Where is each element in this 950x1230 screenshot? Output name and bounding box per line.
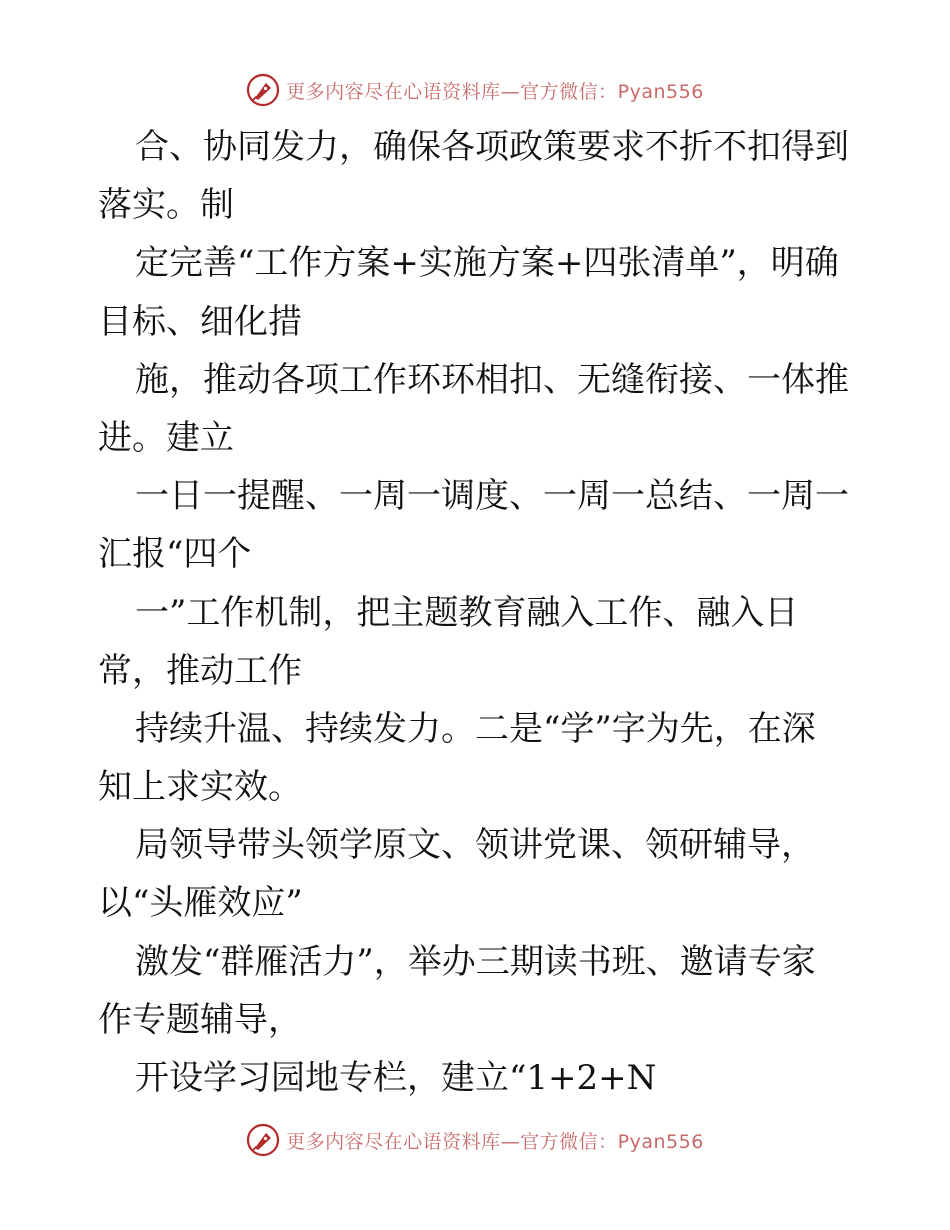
pen-nib-logo-icon	[246, 1123, 280, 1157]
text-line: 合、协同发力，确保各项政策要求不折不扣得到	[135, 127, 849, 167]
text-line: 常，推动工作	[98, 650, 302, 691]
text-line: 以“头雁效应”	[98, 883, 303, 924]
text-line: 激发“群雁活力”，举办三期读书班、邀请专家	[135, 941, 816, 982]
text-line: 落实。制	[98, 185, 234, 226]
text-line: 一”工作机制，把主题教育融入工作、融入日	[135, 592, 799, 633]
text-line: 局领导带头领学原文、领讲党课、领研辅导，	[135, 825, 815, 866]
text-line: 汇报“四个	[98, 534, 252, 575]
footer-banner-text: 更多内容尽在心语资料库—官方微信：Pyan556	[286, 1130, 704, 1153]
text-line: 作专题辅导，	[98, 999, 302, 1040]
document-body	[98, 118, 858, 1107]
header-banner-text: 更多内容尽在心语资料库—官方微信：Pyan556	[286, 80, 704, 103]
text-line: 知上求实效。	[98, 767, 302, 808]
footer-banner	[0, 1120, 950, 1160]
text-line: 目标、细化措	[98, 301, 302, 342]
text-line: 进。建立	[98, 417, 234, 458]
pen-nib-logo-icon	[246, 73, 280, 107]
text-line: 持续升温、持续发力。二是“学”字为先，在深	[135, 708, 816, 749]
header-banner	[0, 70, 950, 110]
text-line: 开设学习园地专栏，建立“1+2+N	[135, 1058, 657, 1098]
text-line: 施，推动各项工作环环相扣、无缝衔接、一体推	[135, 359, 849, 400]
text-line: 定完善“工作方案+实施方案+四张清单”，明确	[135, 243, 839, 284]
text-line: 一日一提醒、一周一调度、一周一总结、一周一	[135, 476, 849, 517]
